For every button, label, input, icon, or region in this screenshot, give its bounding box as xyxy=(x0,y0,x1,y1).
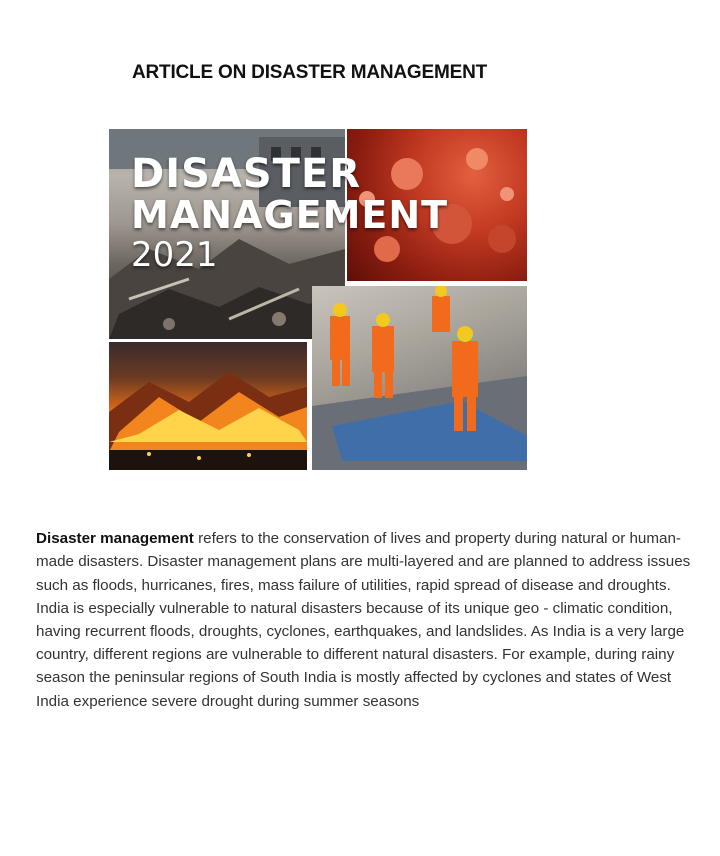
hero-year: 2021 xyxy=(131,235,218,275)
lead-term: Disaster management xyxy=(36,530,194,548)
hero-heading-line1: DISASTER xyxy=(131,151,362,197)
hero-heading-line2: MANAGEMENT xyxy=(131,193,449,237)
body-text: refers to the conservation of lives and property during natural or human-made disasters. Disaster management plans are multi-layered and are planned to address issues such as floods, hurricanes, fires, mass failure of utilities, rapid spread of disease and droughts. India is especially vulnerable to natural disasters because of its unique geo - climatic condition, having recurrent floods, droughts, cyclones, earthquakes, and landslides. As India is a very large country, different regions are vulnerable to different natural disasters. For example, during rainy season the peninsular regions of South India is mostly affected by cyclones and states of West India experience severe drought during summer seasons xyxy=(36,530,691,710)
wildfire-photo xyxy=(109,342,307,470)
rescue-photo xyxy=(312,286,527,470)
fire-illustration xyxy=(109,342,307,470)
rescue-illustration xyxy=(312,286,527,470)
article-body xyxy=(36,527,700,713)
hero-image xyxy=(109,129,527,470)
page-title: ARTICLE ON DISASTER MANAGEMENT xyxy=(132,62,488,83)
